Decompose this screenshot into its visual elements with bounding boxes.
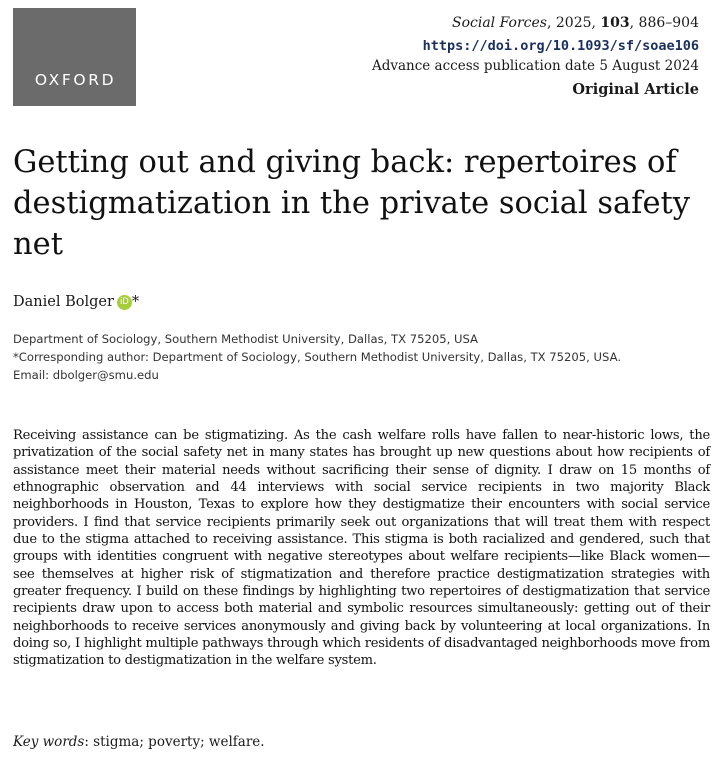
- volume-number: 103: [600, 15, 630, 31]
- doi-link[interactable]: https://doi.org/10.1093/sf/soae106: [422, 38, 699, 54]
- article-metadata: [372, 13, 699, 100]
- citation-line: [372, 13, 699, 33]
- affiliations: [13, 330, 621, 384]
- keywords-label: Key words: [13, 734, 85, 750]
- journal-name: Social Forces: [451, 15, 547, 31]
- corresponding-marker: *: [131, 294, 140, 310]
- affiliation-department: Department of Sociology, Southern Methodist University, Dallas, TX 75205, USA: [13, 332, 478, 346]
- logo-text: OXFORD: [34, 71, 117, 89]
- corresponding-author-note: *Corresponding author: Department of Sociology, Southern Methodist University, Dallas, TX 75205, USA.: [13, 350, 622, 364]
- page-range: , 886–904: [629, 15, 699, 31]
- advance-access-date: Advance access publication date 5 August 2024: [371, 58, 699, 74]
- article-type: Original Article: [572, 81, 699, 98]
- author-line: [13, 294, 139, 310]
- citation-year: , 2025,: [546, 15, 601, 31]
- orcid-icon[interactable]: iD: [117, 295, 132, 310]
- author-email[interactable]: Email: dbolger@smu.edu: [13, 368, 159, 382]
- keywords-values: : stigma; poverty; welfare.: [84, 734, 265, 750]
- abstract-text: Receiving assistance can be stigmatizing. As the cash welfare rolls have fallen to near-historic lows, the privatization of the social safety net in many states has brought up new questions about how recipients of assistance meet their material needs without sacrificing their sense of dignity. I draw on 15 months of ethnographic observation and 44 interviews with social service recipients in two majority Black neighborhoods in Houston, Texas to explore how they destigmatize their encounters with social service providers. I find that service recipients primarily seek out organizations that will treat them with respect due to the stigma attached to receiving assistance. This stigma is both racialized and gendered, such that groups with identities congruent with negative stereotypes about welfare recipients—like Black women—see themselves at higher risk of stigmatization and therefore practice destigmatization strategies with greater frequency. I build on these findings by highlighting two repertoires of destigmatization that service recipients draw upon to access both material and symbolic resources simultaneously: getting out of their neighborhoods to receive services anonymously and giving back by volunteering at local organizations. In doing so, I highlight multiple pathways through which residents of disadvantaged neighborhoods move from stigmatization to destigmatization in the welfare system.: [13, 428, 710, 669]
- author-name[interactable]: Daniel Bolger: [13, 294, 114, 310]
- oxford-logo: [13, 8, 136, 106]
- article-title: Getting out and giving back: repertoires of destigmatization in the private social safety net: [13, 145, 691, 262]
- keywords-line: [13, 734, 265, 750]
